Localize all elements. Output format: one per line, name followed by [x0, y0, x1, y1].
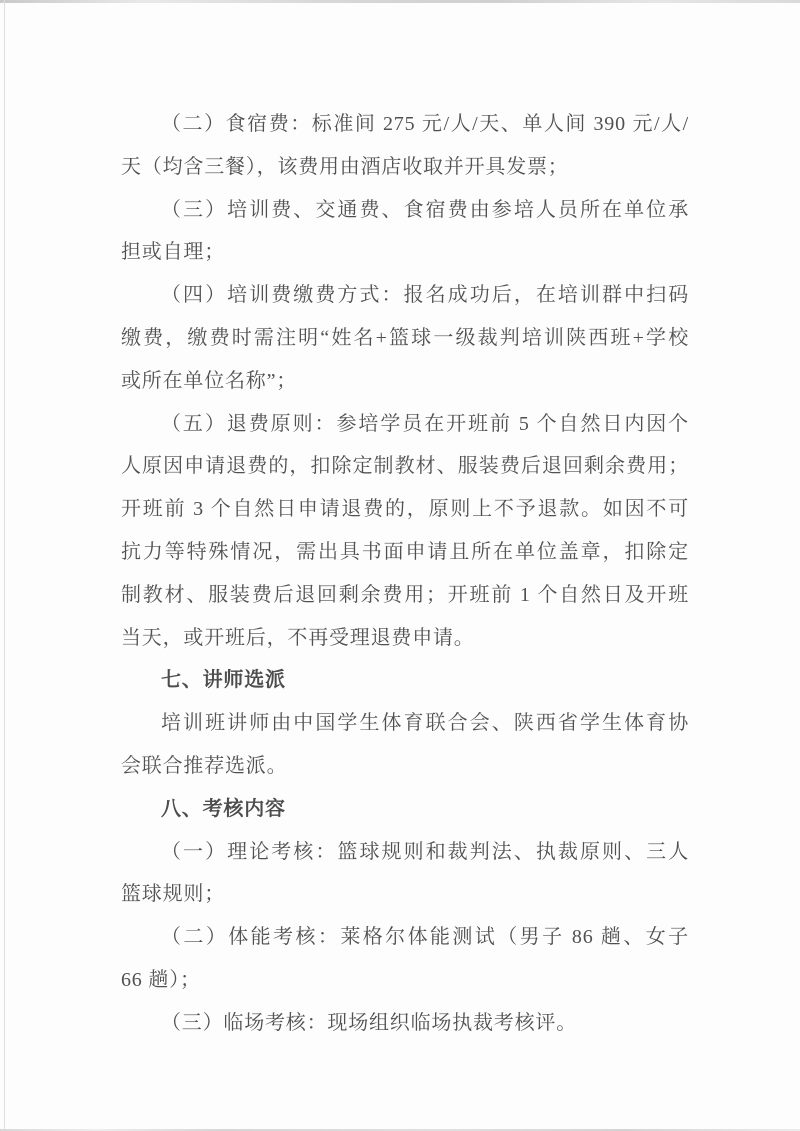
document-line: （二）食宿费：标准间 275 元/人/天、单人间 390 元/人/ [161, 113, 689, 135]
document-line: 开班前 3 个自然日申请退费的，原则上不予退款。如因不可 [121, 498, 689, 521]
document-body [121, 103, 689, 1045]
scan-edge-left [4, 0, 5, 1131]
document-line: （一）理论考核：篮球规则和裁判法、执裁原则、三人 [161, 840, 689, 863]
document-line: （三）培训费、交通费、食宿费由参培人员所在单位承 [161, 198, 689, 221]
document-line: 会联合推荐选派。 [121, 754, 288, 777]
scan-edge-top [0, 0, 800, 3]
document-line: 天（均含三餐），该费用由酒店收取并开具发票； [121, 155, 569, 178]
document-line: 抗力等特殊情况，需出具书面申请且所在单位盖章，扣除定 [121, 540, 689, 563]
document-line: （四）培训费缴费方式：报名成功后，在培训群中扫码 [161, 284, 689, 307]
document-line: 或所在单位名称”； [121, 369, 298, 392]
section-heading-instructor-selection: 七、讲师选派 [161, 669, 286, 692]
document-line: 篮球规则； [121, 883, 225, 906]
document-line: （二）体能考核：莱格尔体能测试（男子 86 趟、女子 [161, 926, 689, 949]
section-heading-assessment-content: 八、考核内容 [161, 797, 286, 820]
document-line: 当天，或开班后，不再受理退费申请。 [121, 626, 475, 649]
document-line: （五）退费原则：参培学员在开班前 5 个自然日内因个 [161, 412, 689, 435]
document-line: 培训班讲师由中国学生体育联合会、陕西省学生体育协 [161, 712, 689, 735]
document-line: 缴费，缴费时需注明“姓名+篮球一级裁判培训陕西班+学校 [121, 326, 689, 349]
document-line: （三）临场考核：现场组织临场执裁考核评。 [161, 1011, 577, 1034]
document-line: 制教材、服装费后退回剩余费用；开班前 1 个自然日及开班 [121, 583, 689, 606]
document-line: 人原因申请退费的，扣除定制教材、服装费后退回剩余费用； [121, 455, 689, 478]
document-line: 担或自理； [121, 241, 225, 264]
document-line: 66 趟）； [121, 968, 201, 991]
